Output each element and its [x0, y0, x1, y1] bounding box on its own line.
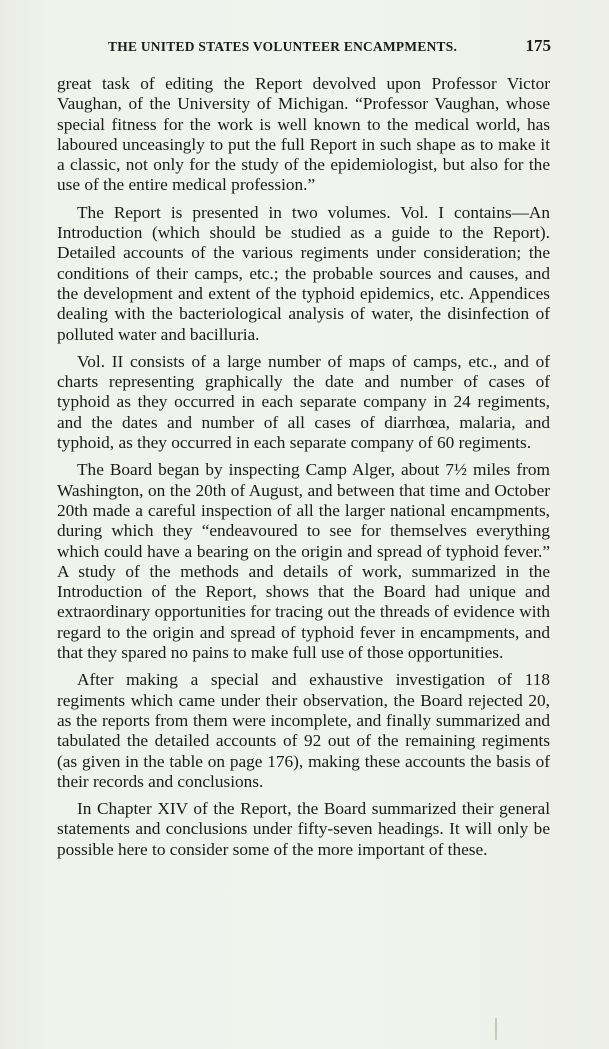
paragraph: The Report is presented in two volumes. Vol. I contains—An Introduction (which should be studied as a guide to the Report). Detailed accounts of the various regiments under consideration; the conditions of their camps, etc.; the probable sources and causes, and the development and extent of the typhoid epidemics, etc. Appendices dealing with the bacteriological analysis of water, the disinfection of polluted water and bacilluria. — [57, 202, 550, 344]
running-header — [108, 36, 551, 58]
running-title: THE UNITED STATES VOLUNTEER ENCAMPMENTS. — [108, 39, 458, 54]
paragraph: After making a special and exhaustive investigation of 118 regiments which came under their observation, the Board rejected 20, as the reports from them were incomplete, and finally summarized and tabulated the detailed accounts of 92 out of the remaining regiments (as given in the table on page 176), making these accounts the basis of their records and conclusions. — [57, 670, 550, 791]
paragraph: The Board began by inspecting Camp Alger, about 7½ miles from Washington, on the 20th of August, and between that time and October 20th made a careful inspection of all the larger national encampments, during which they “endeavoured to see for themselves everything which could have a bearing on the origin and spread of typhoid fever.” A study of the methods and details of work, summarized in the Introduction of the Report, shows that the Board had unique and extraordinary opportunities for tracing out the threads of evidence with regard to the origin and spread of typhoid fever in encampments, and that they spared no pains to make full use of those opportunities. — [57, 460, 550, 663]
paragraph: In Chapter XIV of the Report, the Board summarized their general statements and conclusions under fifty-seven headings. It will only be possible here to consider some of the more important of these. — [57, 799, 550, 859]
body-text — [57, 74, 550, 867]
page-number: 175 — [525, 36, 551, 55]
paragraph: Vol. II consists of a large number of maps of camps, etc., and of charts representing graphically the date and number of cases of typhoid as they occurred in each separate company in 24 regiments, and the dates and number of all cases of diarrhœa, malaria, and typhoid, as they occurred in each separate company of 60 regiments. — [57, 351, 550, 453]
paragraph-continued: great task of editing the Report devolved upon Professor Victor Vaughan, of the University of Michigan. “Professor Vaughan, whose special fitness for the work is well known to the medical world, has laboured unceasingly to put the full Report in such shape as to make it a classic, not only for the study of the epidemiologist, but also for the use of the entire medical profession.” — [57, 74, 550, 195]
page-mark — [495, 1018, 497, 1040]
